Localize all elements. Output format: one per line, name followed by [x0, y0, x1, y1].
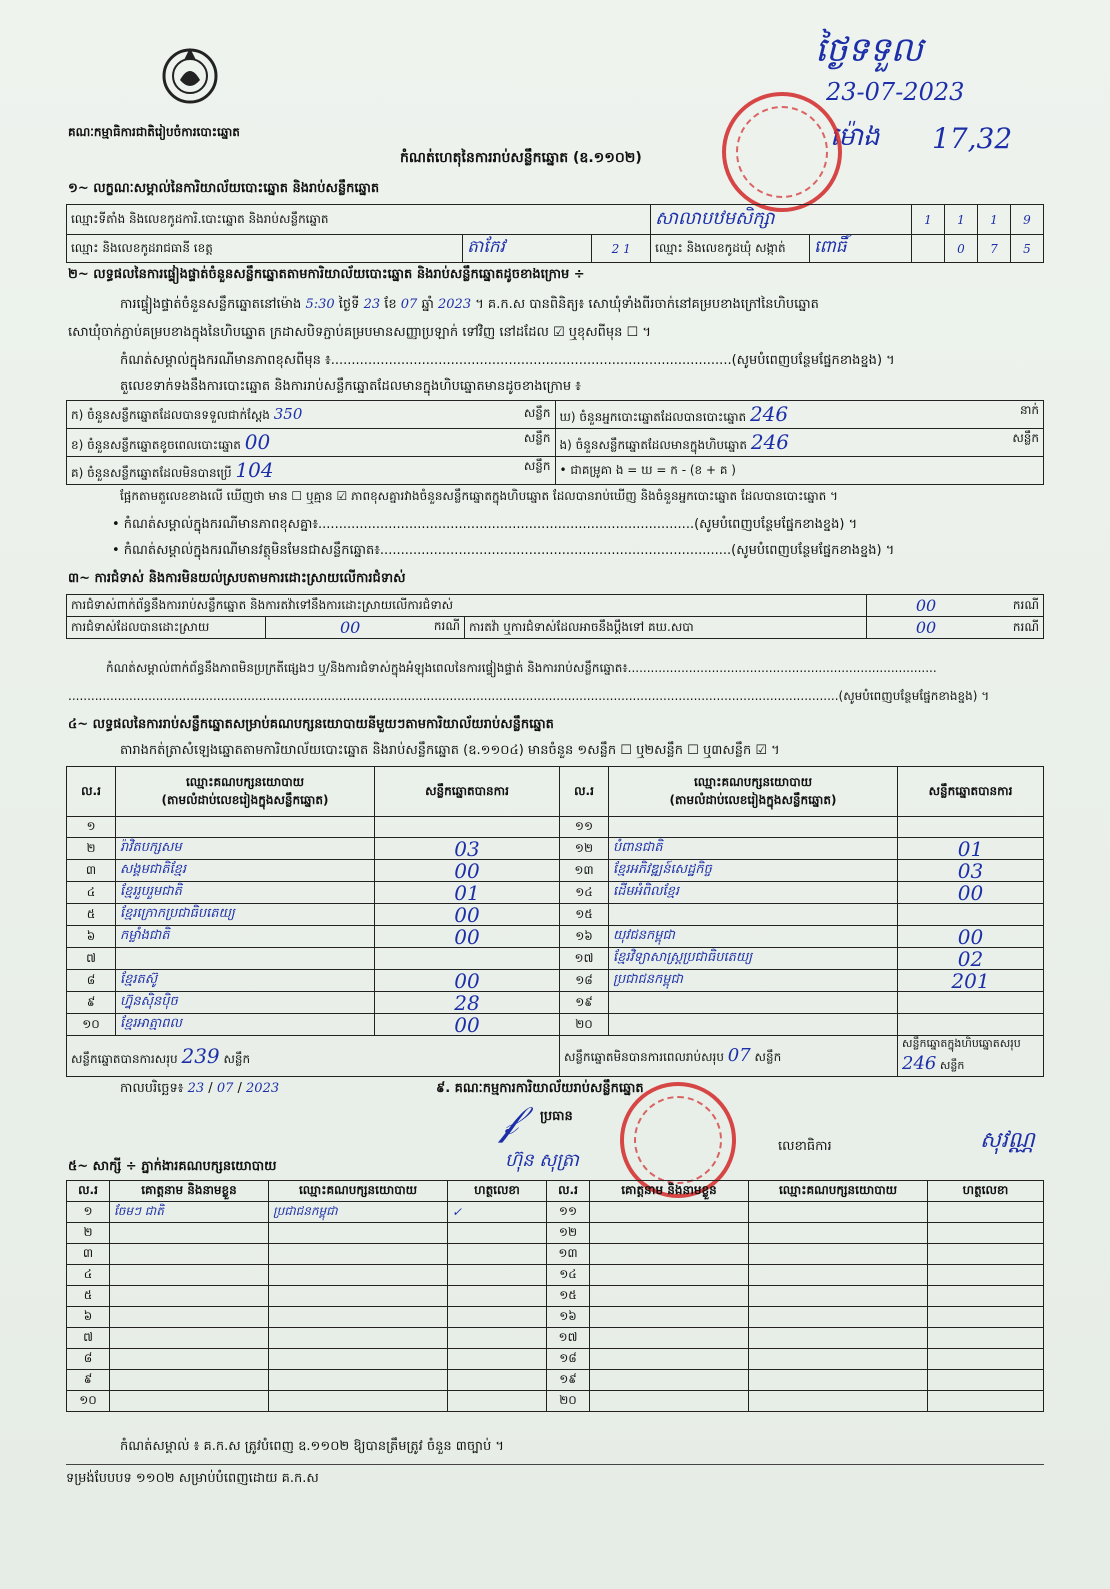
witness-no-right: ១៦: [547, 1307, 590, 1328]
figure-d: [555, 401, 1044, 429]
result-party-right: ខ្មែរវិទ្យាសាស្ត្រប្រជាធិបតេយ្យ: [609, 948, 898, 970]
witness-party-left: [269, 1265, 448, 1286]
witness-name-right: [590, 1391, 749, 1412]
result-party-left: ខ្មែរអាត្មាពល: [116, 1014, 375, 1036]
result-party-right: ខ្មែរអភិវឌ្ឍន៍សេដ្ឋកិច្ច: [609, 860, 898, 882]
witness-name-left: [110, 1286, 269, 1307]
verify-day: 23: [363, 297, 381, 312]
result-no-left: ៥: [67, 904, 116, 926]
witness-sign-right: [928, 1202, 1044, 1223]
figure-c-label: គ) ចំនួនសន្លឹកឆ្នោតដែលមិនបានប្រើ: [71, 466, 232, 480]
witness-sign-left: [448, 1328, 547, 1349]
witness-name-right: [590, 1223, 749, 1244]
result-no-left: ១០: [67, 1014, 116, 1036]
result-party-left: សង្គមជាតិខ្មែរ: [116, 860, 375, 882]
witness-no-left: ៣: [67, 1244, 110, 1265]
witness-party-right: [749, 1244, 928, 1265]
col-no-right: ល.រ: [560, 767, 609, 817]
location-digit-4: 9: [1011, 205, 1044, 235]
result-votes-right: 01: [898, 838, 1044, 860]
result-party-left: ហ្វ៊ុនស៊ិនប៉ិច: [116, 992, 375, 1014]
witness-row: [67, 1265, 1044, 1286]
witness-party-left: [269, 1349, 448, 1370]
witness-sign-left: [448, 1391, 547, 1412]
witness-no-right: ១៣: [547, 1244, 590, 1265]
result-votes-left: [375, 817, 560, 838]
result-votes-right: [898, 817, 1044, 838]
witness-party-left: [269, 1307, 448, 1328]
result-votes-left: 03: [375, 838, 560, 860]
result-no-right: ១២: [560, 838, 609, 860]
witness-name-left: [110, 1328, 269, 1349]
verify-text-d: ឆ្នាំ: [421, 297, 434, 312]
location-value: សាលាបឋមសិក្សា: [651, 205, 912, 235]
result-row: [67, 926, 1044, 948]
chair-name: ហ៊ុន សុត្រា: [505, 1150, 579, 1171]
figure-d-value: 246: [749, 402, 789, 426]
witness-party-left: [269, 1286, 448, 1307]
col-votes-right: សន្លឹកឆ្នោតបានការ: [898, 767, 1044, 817]
figure-c-unit: សន្លឹក: [523, 459, 551, 473]
committee-title: ៩. គណៈកម្មការការិយាល័យរាប់សន្លឹកឆ្នោត: [436, 1081, 644, 1096]
result-votes-right: 201: [898, 970, 1044, 992]
commune-value: ពោធិ៍: [810, 235, 912, 263]
result-party-right: ដើមអំពិលខ្មែរ: [609, 882, 898, 904]
secretary-label: លេខាធិការ: [778, 1139, 832, 1154]
witness-sign-right: [928, 1370, 1044, 1391]
witness-party-right: [749, 1370, 928, 1391]
result-row: [67, 904, 1044, 926]
result-row: [67, 860, 1044, 882]
result-votes-right: [898, 992, 1044, 1014]
complaints-table: [66, 594, 1044, 639]
col-no-left: ល.រ: [67, 767, 116, 817]
handwritten-received: ថ្ងៃទទួល: [815, 30, 923, 70]
result-votes-left: 00: [375, 970, 560, 992]
chair-signature: 𝒻: [500, 1098, 518, 1144]
witness-no-right: ១៧: [547, 1328, 590, 1349]
figure-c-value: 104: [235, 458, 274, 482]
figure-a-value: 350: [273, 404, 303, 423]
results-body: [67, 817, 1044, 1036]
results-table: [66, 766, 1044, 1077]
result-votes-left: 01: [375, 882, 560, 904]
witness-no-left: ១០: [67, 1391, 110, 1412]
figure-a-label: ក) ចំនួនសន្លឹកឆ្នោតដែលបានទទួលជាក់ស្តែង: [71, 407, 270, 422]
sum-total-unit: សន្លឹក: [939, 1059, 965, 1072]
result-votes-right: 03: [898, 860, 1044, 882]
sum-total: [898, 1036, 1044, 1077]
result-party-left: ខ្មែរតស៊ូ: [116, 970, 375, 992]
witness-row: [67, 1286, 1044, 1307]
witness-no-right: ១៥: [547, 1286, 590, 1307]
result-votes-right: [898, 1014, 1044, 1036]
section5-title: ៥~ សាក្សី ÷ ភ្នាក់ងារគណបក្សនយោបាយ: [68, 1159, 277, 1174]
result-votes-left: 00: [375, 860, 560, 882]
witness-sign-right: [928, 1265, 1044, 1286]
verify-text-e: ។ គ.ក.ស បានពិនិត្យ៖ សោឃុំទាំងពីរចាក់នៅគម្របខាងក្រៅនៃហិបឆ្នោត: [475, 297, 819, 312]
footer-divider: [66, 1464, 1044, 1465]
appeal-count: 00: [867, 617, 986, 639]
witness-sign-right: [928, 1307, 1044, 1328]
result-row: [67, 992, 1044, 1014]
red-seal-stamp: [722, 92, 842, 212]
result-no-right: ១៦: [560, 926, 609, 948]
section2-title: ២~ លទ្ធផលនៃការផ្ទៀងផ្ទាត់ចំនួនសន្លឹកឆ្នោតតាមការិយាល័យបោះឆ្នោត និងរាប់សន្លឹកឆ្នោតដូចខាងក្រោម ÷: [68, 267, 585, 282]
commune-label: ឈ្មោះ និងលេខកូដឃុំ សង្កាត់: [651, 235, 810, 263]
chair-label: ប្រធាន: [540, 1109, 573, 1124]
w-col-party-right: ឈ្មោះគណបក្សនយោបាយ: [749, 1181, 928, 1202]
witness-sign-left: [448, 1223, 547, 1244]
sum-valid-label: សន្លឹកឆ្នោតបានការសរុប: [71, 1051, 178, 1066]
col-party-right-title: ឈ្មោះគណបក្សនយោបាយ: [693, 774, 813, 789]
result-party-right: យុវជនកម្ពុជា: [609, 926, 898, 948]
witness-sign-left: [448, 1349, 547, 1370]
org-name: គណៈកម្មាធិការជាតិរៀបចំការបោះឆ្នោត: [68, 125, 240, 139]
commune-digit-2: 7: [978, 235, 1011, 263]
complaints-unit: ករណី: [985, 595, 1044, 617]
witness-no-left: ៥: [67, 1286, 110, 1307]
witness-sign-left: [448, 1286, 547, 1307]
result-party-left: ខ្មែរក្រោកប្រជាធិបតេយ្យ: [116, 904, 375, 926]
count-date: កាលបរិច្ឆេទ៖ 23 / 07 / 2023: [120, 1081, 280, 1096]
formula: • ជាគម្រូគា ង = ឃ = ក - (ខ + គ ): [555, 457, 1044, 485]
count-date-year: 2023: [246, 1081, 280, 1096]
result-row: [67, 970, 1044, 992]
location-digit-2: 1: [945, 205, 978, 235]
handwritten-date: 23-07-2023: [826, 78, 965, 106]
verify-text-b: ថ្ងៃទី: [338, 297, 360, 312]
section4-title: ៤~ លទ្ធផលនៃការរាប់សន្លឹកឆ្នោតសម្រាប់គណបក្សនយោបាយនីមួយៗតាមការិយាល័យរាប់សន្លឹកឆ្នោត: [68, 717, 554, 732]
witness-party-right: [749, 1391, 928, 1412]
location-digit-1: 1: [912, 205, 945, 235]
witness-sign-left: ✓: [448, 1202, 547, 1223]
resolved-unit: ករណី: [433, 619, 460, 633]
result-votes-left: 00: [375, 1014, 560, 1036]
witness-row: [67, 1244, 1044, 1265]
witness-party-right: [749, 1202, 928, 1223]
w-col-sign-left: ហត្ថលេខា: [448, 1181, 547, 1202]
witness-name-left: [110, 1391, 269, 1412]
commune-digit-1: 0: [945, 235, 978, 263]
witness-name-right: [590, 1202, 749, 1223]
witness-name-left: [110, 1223, 269, 1244]
witness-party-right: [749, 1349, 928, 1370]
section4-intro: តារាងកត់ត្រាសំឡេងឆ្នោតតាមការិយាល័យបោះឆ្នោត និងរាប់សន្លឹកឆ្នោត (ឧ.១១០៤) មានចំនួន ១សន្លឹក ☐ ឬ២សន្លឹក ☐ ឬ៣សន្លឹក ☑ ។: [120, 743, 780, 758]
w-col-no-right: ល.រ: [547, 1181, 590, 1202]
location-table: [66, 204, 1044, 263]
location-digit-3: 1: [978, 205, 1011, 235]
witness-name-right: [590, 1328, 749, 1349]
witness-party-left: ប្រជាជនកម្ពុជា: [269, 1202, 448, 1223]
count-date-month: 07: [216, 1081, 234, 1096]
result-no-left: ២: [67, 838, 116, 860]
result-no-right: ១៩: [560, 992, 609, 1014]
witness-no-right: ១១: [547, 1202, 590, 1223]
figure-e: [555, 429, 1044, 457]
figure-a-unit: សន្លឹក: [523, 405, 551, 420]
result-party-left: កម្លាំងជាតិ: [116, 926, 375, 948]
witness-name-left: ចែមៗ ជាតិ: [110, 1202, 269, 1223]
complaints-label: ការជំទាស់ពាក់ព័ន្ធនឹងការរាប់សន្លឹកឆ្នោត និងការតវ៉ាទៅនឹងការដោះស្រាយលើការជំទាស់: [67, 595, 867, 617]
sum-total-label: សន្លឹកឆ្នោតក្នុងហិបឆ្នោតសរុប: [902, 1037, 1021, 1050]
witness-name-right: [590, 1307, 749, 1328]
witness-party-right: [749, 1286, 928, 1307]
result-no-left: ៣: [67, 860, 116, 882]
sum-total-value: 246: [902, 1053, 937, 1074]
result-votes-right: 00: [898, 926, 1044, 948]
irregularity-note-end: ..........................................................................................................................................................................................................(សូមបំពេញបន្ថែមផ្នែកខាងខ្នង) ។: [68, 689, 990, 703]
witness-no-right: ១៩: [547, 1370, 590, 1391]
form-note: កំណត់សម្គាល់ ៖ គ.ក.ស ត្រូវបំពេញ ឧ.១១០២ ឱ្យបានត្រឹមត្រូវ ចំនួន ៣ច្បាប់ ។: [120, 1439, 504, 1454]
province-code-2: 1: [623, 241, 631, 256]
figures-intro: តួលេខទាក់ទងនឹងការបោះឆ្នោត និងការរាប់សន្លឹកឆ្នោតដែលមានក្នុងហិបឆ្នោតមានដូចខាងក្រោម ៖: [120, 379, 581, 394]
section3-title: ៣~ ការជំទាស់ និងការមិនយល់ស្របតាមការដោះស្រាយលើការជំទាស់: [68, 571, 406, 586]
commune-digit-3: 5: [1011, 235, 1044, 263]
witness-party-right: [749, 1223, 928, 1244]
witness-body: [67, 1202, 1044, 1412]
province-code-1: 2: [611, 241, 620, 256]
witness-no-left: ៨: [67, 1349, 110, 1370]
emblem-logo: [156, 40, 224, 108]
handwritten-time: 17,32: [932, 122, 1013, 155]
witness-sign-right: [928, 1349, 1044, 1370]
witness-name-right: [590, 1244, 749, 1265]
result-no-left: ៩: [67, 992, 116, 1014]
witness-party-left: [269, 1370, 448, 1391]
result-party-right: [609, 992, 898, 1014]
col-votes-left: សន្លឹកឆ្នោតបានការ: [375, 767, 560, 817]
figure-e-value: 246: [750, 430, 790, 454]
witness-no-left: ២: [67, 1223, 110, 1244]
witness-name-left: [110, 1370, 269, 1391]
difference-statement: ផ្អែកតាមតួលេខខាងលើ ឃើញថា មាន ☐ ឬគ្មាន ☑ ភាពខុសគ្នារវាងចំនួនសន្លឹកឆ្នោតក្នុងហិបឆ្នោត ដែលបានរាប់ឃើញ និងចំនួនអ្នកបោះឆ្នោត ដែលបានបោះឆ្នោត ។: [120, 489, 838, 503]
witness-table: [66, 1180, 1044, 1412]
figure-d-unit: នាក់: [1019, 403, 1039, 417]
appeal-label: ការតវ៉ា ឬការជំទាស់ដែលអាចនឹងប្តឹងទៅ គឃ.សបា: [465, 617, 867, 639]
result-no-left: ៨: [67, 970, 116, 992]
witness-party-right: [749, 1307, 928, 1328]
sum-valid: [67, 1036, 560, 1077]
result-party-left: [116, 948, 375, 970]
result-votes-right: [898, 904, 1044, 926]
result-no-left: ១: [67, 817, 116, 838]
verify-text-c: ខែ: [384, 297, 397, 312]
witness-party-right: [749, 1328, 928, 1349]
figure-d-label: ឃ) ចំនួនអ្នកបោះឆ្នោតដែលបានបោះឆ្នោត: [559, 410, 747, 424]
witness-row: [67, 1223, 1044, 1244]
witness-no-right: ២០: [547, 1391, 590, 1412]
province-value: តាកែវ: [463, 235, 592, 263]
w-col-sign-right: ហត្ថលេខា: [928, 1181, 1044, 1202]
witness-sign-right: [928, 1244, 1044, 1265]
sum-invalid: [560, 1036, 898, 1077]
witness-sign-right: [928, 1286, 1044, 1307]
verify-year: 2023: [438, 297, 472, 312]
result-votes-left: 28: [375, 992, 560, 1014]
result-party-right: បំពានជាតិ: [609, 838, 898, 860]
col-party-left-title: ឈ្មោះគណបក្សនយោបាយ: [185, 774, 305, 789]
verification-line1: [120, 296, 819, 315]
witness-party-left: [269, 1244, 448, 1265]
witness-sign-left: [448, 1244, 547, 1265]
result-row: [67, 948, 1044, 970]
witness-sign-left: [448, 1370, 547, 1391]
result-votes-left: 00: [375, 926, 560, 948]
witness-party-left: [269, 1223, 448, 1244]
figure-a: [67, 401, 556, 429]
witness-no-right: ១៤: [547, 1265, 590, 1286]
result-party-right: ប្រជាជនកម្ពុជា: [609, 970, 898, 992]
witness-row: [67, 1391, 1044, 1412]
resolved-count: 00: [340, 618, 361, 637]
count-date-label: កាលបរិច្ឆេទ៖: [120, 1081, 184, 1096]
witness-name-right: [590, 1286, 749, 1307]
verify-text-a: ការផ្ទៀងផ្ទាត់ចំនួនសន្លឹកឆ្នោតនៅម៉ោង: [120, 297, 302, 312]
witness-sign-right: [928, 1223, 1044, 1244]
col-party-right-sub: (តាមលំដាប់លេខរៀងក្នុងសន្លឹកឆ្នោត): [669, 792, 837, 807]
result-row: [67, 882, 1044, 904]
result-votes-left: 00: [375, 904, 560, 926]
commune-digit-blank: [912, 235, 945, 263]
result-votes-right: 02: [898, 948, 1044, 970]
witness-no-left: ៧: [67, 1328, 110, 1349]
witness-no-left: ១: [67, 1202, 110, 1223]
handwritten-time-label: ម៉ោង: [830, 122, 880, 152]
result-no-right: ១៥: [560, 904, 609, 926]
result-party-right: [609, 817, 898, 838]
province-code: [592, 235, 651, 263]
w-col-no-left: ល.រ: [67, 1181, 110, 1202]
result-no-left: ៤: [67, 882, 116, 904]
col-party-left: [116, 767, 375, 817]
result-row: [67, 817, 1044, 838]
sum-valid-value: 239: [181, 1043, 220, 1068]
sum-invalid-unit: សន្លឹក: [754, 1050, 782, 1064]
result-row: [67, 1014, 1044, 1036]
foreign-object-bullet: • កំណត់សម្គាល់ក្នុងករណីមានវត្ថុមិនមែនជាសន្លឹកឆ្នោត៖.....................................................................................(សូមបំពេញបន្ថែមផ្នែកខាងខ្នង) ។: [112, 543, 895, 558]
result-no-right: ១៧: [560, 948, 609, 970]
witness-name-right: [590, 1349, 749, 1370]
witness-party-right: [749, 1265, 928, 1286]
sum-invalid-label: សន្លឹកឆ្នោតមិនបានការពេលរាប់សរុប: [564, 1050, 724, 1064]
sum-valid-unit: សន្លឹក: [223, 1051, 251, 1066]
result-no-left: ៧: [67, 948, 116, 970]
figure-b-value: 00: [244, 430, 271, 454]
witness-no-right: ១៨: [547, 1349, 590, 1370]
col-party-left-sub: (តាមលំដាប់លេខរៀងក្នុងសន្លឹកឆ្នោត): [161, 792, 329, 807]
verification-line2: សោឃុំចាក់ភ្ជាប់គម្របខាងក្នុងនៃហិបឆ្នោត ក្រដាសបិទភ្ជាប់គម្របមានសញ្ញាប្រឡាក់ ទៅវិញ នៅដដែល ☑ ឬខុសពីមុន ☐ ។: [68, 325, 651, 340]
section1-title: ១~ លក្ខណៈសម្គាល់នៃការិយាល័យបោះឆ្នោត និងរាប់សន្លឹកឆ្នោត: [68, 181, 380, 196]
witness-name-right: [590, 1370, 749, 1391]
witness-party-left: [269, 1391, 448, 1412]
witness-no-right: ១២: [547, 1223, 590, 1244]
witness-no-left: ៩: [67, 1370, 110, 1391]
witness-name-left: [110, 1307, 269, 1328]
result-no-right: ១៤: [560, 882, 609, 904]
result-row: [67, 838, 1044, 860]
resolved-label: ការជំទាស់ដែលបានដោះស្រាយ: [67, 617, 266, 639]
form-footer: ទម្រង់បែបបទ ១១០២ សម្រាប់បំពេញដោយ គ.ក.ស: [66, 1471, 319, 1486]
figure-e-label: ង) ចំនួនសន្លឹកឆ្នោតដែលមានក្នុងហិបឆ្នោត: [559, 438, 747, 452]
result-party-right: [609, 1014, 898, 1036]
figure-b-unit: សន្លឹក: [523, 431, 551, 445]
result-no-right: ១១: [560, 817, 609, 838]
witness-row: [67, 1307, 1044, 1328]
verify-time: 5:30: [305, 297, 335, 312]
figure-b: [67, 429, 556, 457]
witness-no-left: ៤: [67, 1265, 110, 1286]
w-col-name-left: គោត្តនាម និងនាមខ្លួន: [110, 1181, 269, 1202]
figures-table: [66, 400, 1044, 485]
verify-month: 07: [400, 297, 418, 312]
figure-e-unit: សន្លឹក: [1012, 431, 1039, 445]
figure-b-label: ខ) ចំនួនសន្លឹកឆ្នោតខូចពេលបោះឆ្នោត: [71, 438, 241, 452]
province-label: ឈ្មោះ និងលេខកូដរាជធានី ខេត្ត: [67, 235, 463, 263]
result-no-right: ១៨: [560, 970, 609, 992]
w-col-party-left: ឈ្មោះគណបក្សនយោបាយ: [269, 1181, 448, 1202]
witness-name-left: [110, 1244, 269, 1265]
witness-name-left: [110, 1265, 269, 1286]
witness-no-left: ៦: [67, 1307, 110, 1328]
irregularity-note: កំណត់សម្គាល់ពាក់ព័ន្ធនឹងភាពមិនប្រក្រតីផ្សេងៗ ឬ/និងការជំទាស់ក្នុងអំឡុងពេលនៃការផ្ទៀងផ្ទាត់ និងការរាប់សន្លឹកឆ្នោត៖.................................................................................: [106, 661, 937, 675]
result-party-left: ខ្មែររួបរួមជាតិ: [116, 882, 375, 904]
result-no-left: ៦: [67, 926, 116, 948]
result-party-right: [609, 904, 898, 926]
form-title: កំណត់ហេតុនៃការរាប់សន្លឹកឆ្នោត (ឧ.១១០២): [400, 150, 642, 166]
result-party-left: រ៉ាវិតបក្សសម: [116, 838, 375, 860]
witness-row: [67, 1202, 1044, 1223]
sum-invalid-value: 07: [727, 1045, 751, 1066]
count-date-day: 23: [187, 1081, 205, 1096]
result-party-left: [116, 817, 375, 838]
result-votes-left: [375, 948, 560, 970]
col-party-right: [609, 767, 898, 817]
witness-sign-right: [928, 1328, 1044, 1349]
witness-sign-left: [448, 1265, 547, 1286]
witness-name-left: [110, 1349, 269, 1370]
witness-row: [67, 1349, 1044, 1370]
witness-party-left: [269, 1328, 448, 1349]
complaints-count: 00: [867, 595, 986, 617]
resolved-count-cell: [266, 617, 465, 639]
result-no-right: ១៣: [560, 860, 609, 882]
result-no-right: ២០: [560, 1014, 609, 1036]
witness-name-right: [590, 1265, 749, 1286]
location-label: ឈ្មោះទីតាំង និងលេខកូដការិ.បោះឆ្នោត និងរាប់សន្លឹកឆ្នោត: [67, 205, 651, 235]
difference-note: កំណត់សម្គាល់ក្នុងករណីមានភាពខុសពីមុន ៖.................................................................................................(សូមបំពេញបន្ថែមផ្នែកខាងខ្នង) ។: [120, 353, 895, 368]
witness-row: [67, 1328, 1044, 1349]
witness-sign-left: [448, 1307, 547, 1328]
witness-row: [67, 1370, 1044, 1391]
difference-bullet: • កំណត់សម្គាល់ក្នុងករណីមានភាពខុសគ្នា៖...........................................................................................(សូមបំពេញបន្ថែមផ្នែកខាងខ្នង) ។: [112, 517, 858, 532]
figure-c: [67, 457, 556, 485]
appeal-unit: ករណី: [985, 617, 1044, 639]
result-votes-right: 00: [898, 882, 1044, 904]
w-col-name-right: គោត្តនាម និងនាមខ្លួន: [590, 1181, 749, 1202]
witness-sign-right: [928, 1391, 1044, 1412]
secretary-name: សុវណ្ណ: [980, 1128, 1035, 1153]
